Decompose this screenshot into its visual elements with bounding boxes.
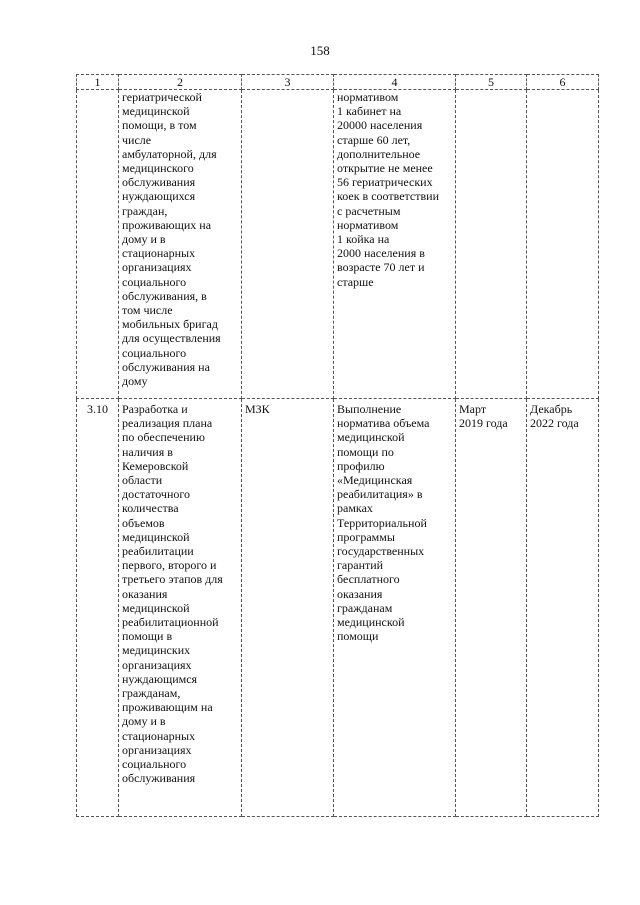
column-number-4: 4 (334, 75, 456, 90)
cell-text-line: МЗК (245, 402, 270, 416)
cell-text-line: помощи (337, 629, 379, 644)
cell-text-line: количества (122, 501, 179, 516)
cell-text-line: дому (122, 374, 148, 389)
cell-text-line: мобильных бригад (122, 317, 218, 332)
cell-text-line: проживающих на (122, 217, 212, 232)
cell-text-line: 56 гериатрических (337, 175, 433, 190)
cell-text-line: гражданам (337, 600, 393, 615)
cell-text-line: государственных (337, 544, 425, 559)
cell-text-line: медицинской (337, 615, 405, 630)
cell-text-line: нормативом (337, 90, 399, 104)
column-number-2: 2 (119, 75, 242, 90)
cell-text-line: Территориальной (337, 515, 427, 530)
cell-text-line: «Медицинская (337, 473, 413, 488)
cell-text-line: медицинской (337, 430, 405, 445)
cell-text-line: рамках (337, 501, 373, 516)
column-number-6: 6 (527, 75, 599, 90)
cell-text-line: для осуществления (122, 331, 221, 346)
cell-text-line: с расчетным (337, 203, 401, 218)
cell-text-line: обслуживания на (122, 359, 210, 374)
cell-text-line: старше (337, 274, 374, 289)
cell-text-line: норматива объема (337, 416, 430, 431)
cell-text-line: дому и в (122, 232, 166, 247)
cell-text-line: социального (122, 345, 187, 360)
cell-text-line: оказания (122, 586, 168, 601)
cell-text-line: помощи, в том (122, 118, 197, 133)
result-cell (334, 90, 456, 399)
cell-text-line: реабилитации (122, 544, 194, 559)
column-number-5: 5 (456, 75, 527, 90)
cell-text-line: области (122, 473, 163, 488)
cell-text-line: достаточного (122, 487, 190, 502)
cell-text-line: старше 60 лет, (337, 132, 411, 147)
cell-text-line: оказания (337, 586, 383, 601)
cell-text-line: обслуживания, в (122, 288, 207, 303)
responsible-cell (242, 90, 334, 399)
cell-text-line: нормативом (337, 217, 399, 232)
end-date-cell (527, 399, 599, 817)
page-number: 158 (310, 43, 330, 58)
measure-cell (119, 399, 242, 817)
measure-cell (119, 90, 242, 399)
responsible-cell (242, 399, 334, 817)
cell-text-line: реабилитация» в (337, 487, 423, 502)
cell-text-line: Разработка и (122, 402, 188, 416)
cell-text-line: 2019 года (459, 416, 508, 431)
cell-text-line: медицинской (122, 104, 190, 119)
start-date-cell (456, 399, 527, 817)
cell-text-line: 1 кабинет на (337, 104, 402, 119)
table-row (77, 90, 599, 399)
cell-text-line: бесплатного (337, 572, 400, 587)
cell-text-line: программы (337, 529, 395, 544)
table-row (77, 399, 599, 817)
cell-text-line: Кемеровской (122, 458, 189, 473)
row-number-cell (77, 90, 119, 399)
cell-text-line: дополнительное (337, 146, 421, 161)
cell-text-line: медицинской (122, 529, 190, 544)
cell-text-line: 2022 года (530, 416, 579, 431)
cell-text-line: организациях (122, 260, 192, 275)
cell-text-line: объемов (122, 515, 165, 530)
cell-text-line: коек в соответствии (337, 189, 439, 204)
cell-text-line: наличия в (122, 444, 173, 459)
cell-text-line: Декабрь (530, 402, 573, 416)
cell-text-line: гражданам, (122, 686, 181, 701)
cell-text-line: медицинских (122, 643, 191, 658)
cell-text-line: третьего этапов для (122, 572, 223, 587)
cell-text-line: граждан, (122, 203, 168, 218)
column-number-3: 3 (242, 75, 334, 90)
cell-text-line: проживающим на (122, 700, 213, 715)
cell-text-line: стационарных (122, 728, 196, 743)
cell-text-line: обслуживания (122, 175, 196, 190)
cell-text-line: 1 койка на (337, 232, 390, 247)
cell-text-line: стационарных (122, 246, 196, 261)
result-cell (334, 399, 456, 817)
column-number-row (77, 75, 599, 90)
cell-text-line: реабилитационной (122, 615, 219, 630)
cell-text-line: Выполнение (337, 402, 402, 416)
cell-text-line: по обеспечению (122, 430, 205, 445)
cell-text-line: возрасте 70 лет и (337, 260, 425, 275)
cell-text-line: медицинского (122, 161, 194, 176)
cell-text-line: 20000 населения (337, 118, 423, 133)
cell-text-line: социального (122, 757, 187, 772)
activity-table (76, 74, 599, 817)
cell-text-line: гарантий (337, 558, 384, 573)
cell-text-line: нуждающихся (122, 189, 196, 204)
end-date-cell (527, 90, 599, 399)
cell-text-line: организациях (122, 657, 192, 672)
cell-text-line: социального (122, 274, 187, 289)
cell-text-line: помощи по (337, 444, 394, 459)
cell-text-line: профилю (337, 458, 385, 473)
cell-text-line: дому и в (122, 714, 166, 729)
start-date-cell (456, 90, 527, 399)
row-number-cell: 3.10 (77, 399, 119, 817)
cell-text-line: открытие не менее (337, 161, 433, 176)
cell-text-line: первого, второго и (122, 558, 217, 573)
column-number-1: 1 (77, 75, 119, 90)
cell-text-line: организациях (122, 742, 192, 757)
cell-text-line: реализация плана (122, 416, 213, 431)
cell-text-line: медицинской (122, 600, 190, 615)
cell-text-line: нуждающимся (122, 671, 198, 686)
cell-text-line: Март (459, 402, 487, 416)
cell-text-line: помощи в (122, 629, 173, 644)
cell-text-line: 2000 населения в (337, 246, 425, 261)
cell-text-line: обслуживания (122, 771, 196, 786)
cell-text-line: числе (122, 132, 152, 147)
cell-text-line: амбулаторной, для (122, 146, 217, 161)
cell-text-line: том числе (122, 303, 173, 318)
cell-text-line: гериатрической (122, 90, 202, 104)
